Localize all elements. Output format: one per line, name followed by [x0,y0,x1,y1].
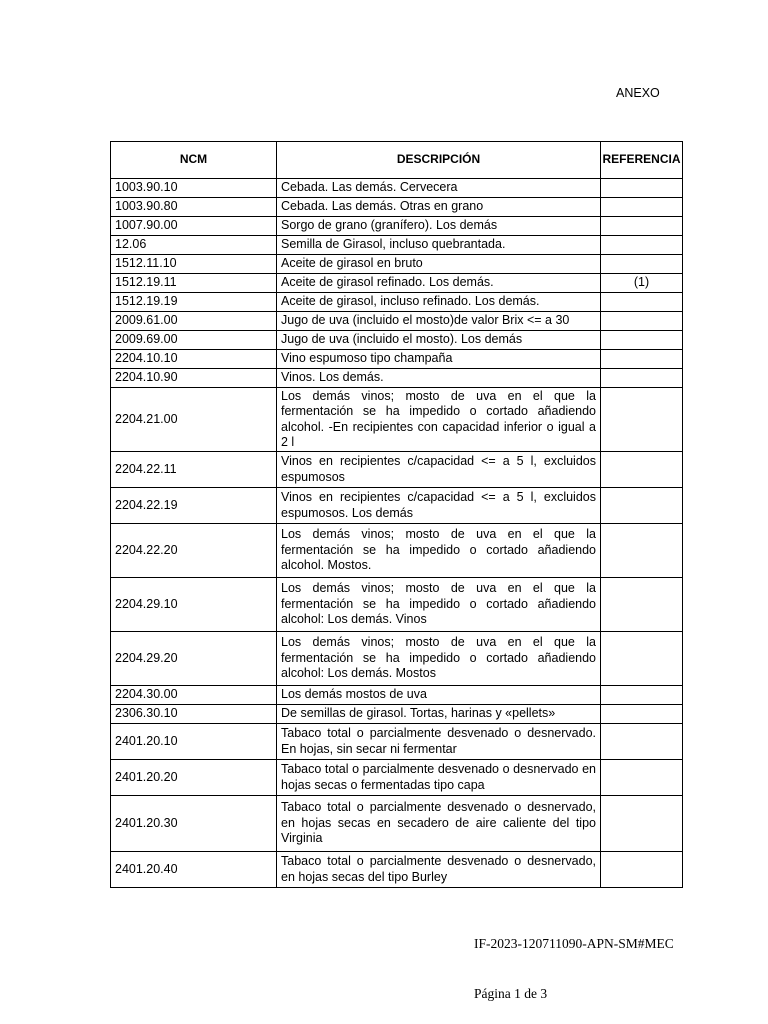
description-cell: Jugo de uva (incluido el mosto). Los demás [277,331,601,350]
description-cell: De semillas de girasol. Tortas, harinas y «pellets» [277,705,601,724]
table-row [111,217,683,236]
ncm-cell: 12.06 [111,236,277,255]
annex-title: ANEXO [616,86,660,100]
table-row [111,724,683,760]
page-number: Página 1 de 3 [474,986,548,1001]
description-cell: Sorgo de grano (granífero). Los demás [277,217,601,236]
document-id: IF-2023-120711090-APN-SM#MEC [474,936,674,951]
ncm-cell: 2306.30.10 [111,705,277,724]
table-row [111,255,683,274]
ncm-cell: 2204.10.90 [111,369,277,388]
ncm-cell: 1512.19.19 [111,293,277,312]
reference-cell [601,578,683,632]
table-row [111,312,683,331]
description-cell: Los demás vinos; mosto de uva en el que la fermentación se ha impedido o cortado añadiendo alcohol: Los demás. Vinos [277,578,601,632]
reference-cell [601,796,683,852]
table-row [111,236,683,255]
reference-cell [601,524,683,578]
reference-cell [601,852,683,888]
ncm-cell: 2401.20.10 [111,724,277,760]
table-row [111,350,683,369]
table-row [111,632,683,686]
ncm-table [110,141,683,888]
description-cell: Cebada. Las demás. Otras en grano [277,198,601,217]
table-row [111,331,683,350]
reference-cell [601,331,683,350]
column-header-ncm: NCM [111,142,277,179]
table-row [111,198,683,217]
reference-cell [601,760,683,796]
table-row [111,686,683,705]
ncm-cell: 2204.22.20 [111,524,277,578]
ncm-cell: 1512.11.10 [111,255,277,274]
description-cell: Tabaco total o parcialmente desvenado o desnervado, en hojas secas en secadero de aire caliente del tipo Virginia [277,796,601,852]
reference-cell [601,293,683,312]
description-cell: Los demás mostos de uva [277,686,601,705]
table-header-row [111,142,683,179]
reference-cell [601,350,683,369]
ncm-cell: 2009.69.00 [111,331,277,350]
reference-cell [601,724,683,760]
reference-cell: (1) [601,274,683,293]
description-cell: Los demás vinos; mosto de uva en el que la fermentación se ha impedido o cortado añadiendo alcohol. -En recipientes con capacidad inferior o igual a 2 l [277,388,601,452]
table-row [111,852,683,888]
reference-cell [601,312,683,331]
column-header-descripcion: DESCRIPCIÓN [277,142,601,179]
table-row [111,578,683,632]
description-cell: Jugo de uva (incluido el mosto)de valor Brix <= a 30 [277,312,601,331]
reference-cell [601,488,683,524]
ncm-cell: 2204.22.19 [111,488,277,524]
description-cell: Cebada. Las demás. Cervecera [277,179,601,198]
ncm-cell: 2204.10.10 [111,350,277,369]
ncm-cell: 2401.20.20 [111,760,277,796]
description-cell: Aceite de girasol en bruto [277,255,601,274]
reference-cell [601,686,683,705]
description-cell: Vino espumoso tipo champaña [277,350,601,369]
ncm-cell: 1003.90.80 [111,198,277,217]
reference-cell [601,452,683,488]
ncm-cell: 2204.29.20 [111,632,277,686]
table-row [111,760,683,796]
description-cell: Vinos en recipientes c/capacidad <= a 5 l, excluidos espumosos. Los demás [277,488,601,524]
ncm-cell: 2204.21.00 [111,388,277,452]
ncm-cell: 2401.20.30 [111,796,277,852]
reference-cell [601,217,683,236]
reference-cell [601,198,683,217]
description-cell: Tabaco total o parcialmente desvenado o desnervado, en hojas secas del tipo Burley [277,852,601,888]
description-cell: Aceite de girasol refinado. Los demás. [277,274,601,293]
ncm-cell: 1007.90.00 [111,217,277,236]
description-cell: Tabaco total o parcialmente desvenado o desnervado. En hojas, sin secar ni fermentar [277,724,601,760]
table-row [111,369,683,388]
description-cell: Aceite de girasol, incluso refinado. Los demás. [277,293,601,312]
table-row [111,293,683,312]
ncm-cell: 1512.19.11 [111,274,277,293]
reference-cell [601,369,683,388]
ncm-cell: 2401.20.40 [111,852,277,888]
description-cell: Tabaco total o parcialmente desvenado o desnervado en hojas secas o fermentadas tipo capa [277,760,601,796]
description-cell: Vinos. Los demás. [277,369,601,388]
description-cell: Semilla de Girasol, incluso quebrantada. [277,236,601,255]
table-row [111,705,683,724]
table-row [111,452,683,488]
table-body [111,179,683,888]
reference-cell [601,632,683,686]
table-row [111,524,683,578]
description-cell: Vinos en recipientes c/capacidad <= a 5 l, excluidos espumosos [277,452,601,488]
table-row [111,388,683,452]
column-header-referencia: REFERENCIA [601,142,683,179]
reference-cell [601,255,683,274]
description-cell: Los demás vinos; mosto de uva en el que la fermentación se ha impedido o cortado añadiendo alcohol. Mostos. [277,524,601,578]
table-row [111,796,683,852]
table-row [111,274,683,293]
ncm-cell: 2204.30.00 [111,686,277,705]
table-row [111,488,683,524]
ncm-cell: 2204.29.10 [111,578,277,632]
ncm-cell: 2204.22.11 [111,452,277,488]
table-row [111,179,683,198]
reference-cell [601,236,683,255]
reference-cell [601,388,683,452]
ncm-cell: 1003.90.10 [111,179,277,198]
reference-cell [601,179,683,198]
ncm-cell: 2009.61.00 [111,312,277,331]
reference-cell [601,705,683,724]
description-cell: Los demás vinos; mosto de uva en el que la fermentación se ha impedido o cortado añadiendo alcohol: Los demás. Mostos [277,632,601,686]
